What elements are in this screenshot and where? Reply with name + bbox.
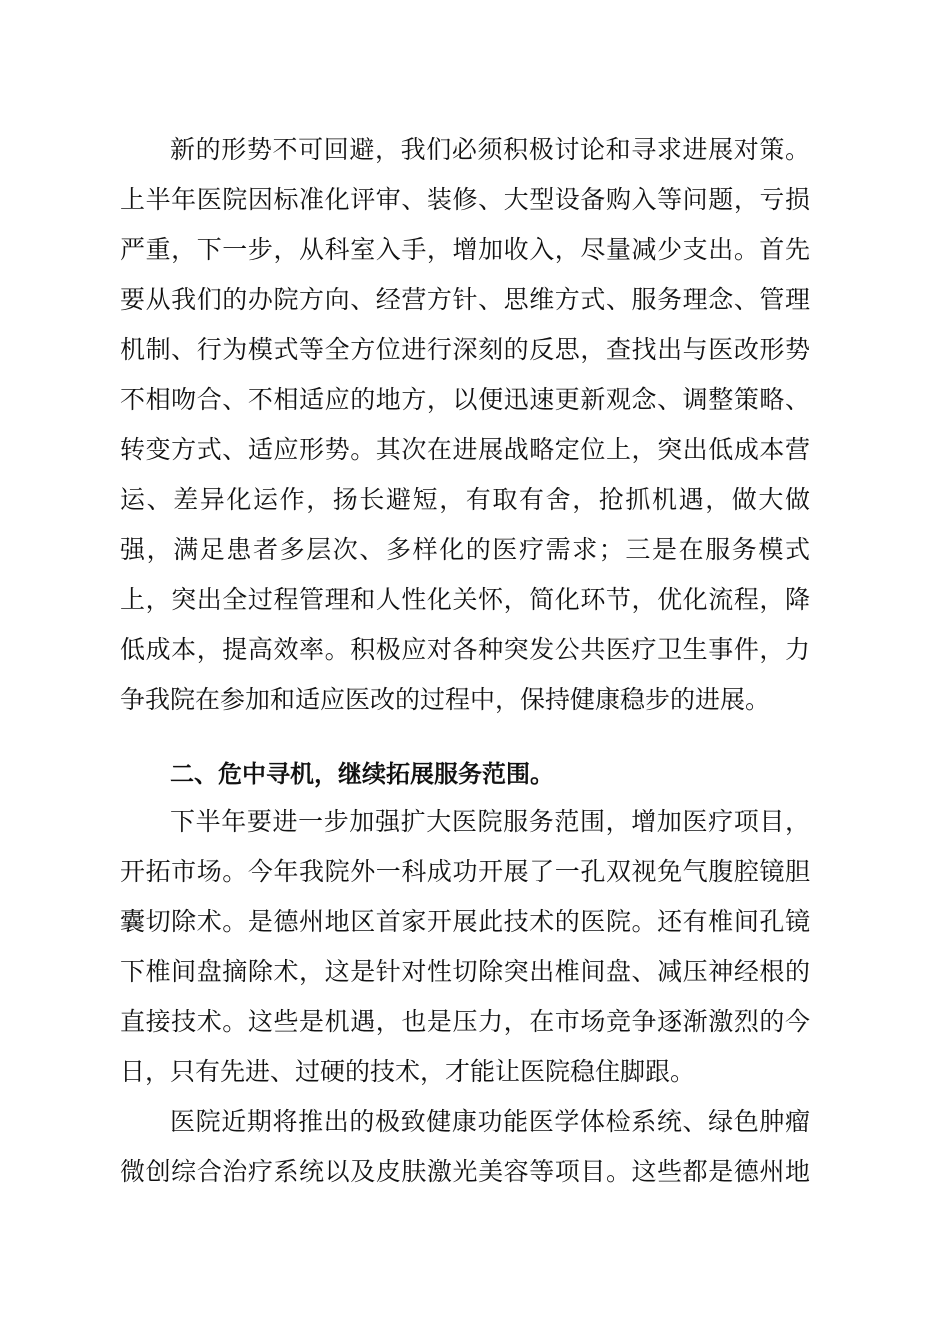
paragraph-line: 转变方式、适应形势。其次在进展战略定位上，突出低成本营 [120,435,810,464]
paragraph-line: 下半年要进一步加强扩大医院服务范围，增加医疗项目， [170,807,810,836]
paragraph-line: 强，满足患者多层次、多样化的医疗需求；三是在服务模式 [120,535,810,564]
paragraph-line: 争我院在参加和适应医改的过程中，保持健康稳步的进展。 [120,685,771,714]
paragraph-line: 上，突出全过程管理和人性化关怀，简化环节，优化流程，降 [120,585,810,614]
paragraph-line: 微创综合治疗系统以及皮肤激光美容等项目。这些都是德州地 [120,1157,810,1186]
section-heading: 二、危中寻机，继续拓展服务范围。 [170,760,554,788]
paragraph-line: 不相吻合、不相适应的地方，以便迅速更新观念、调整策略、 [120,385,810,414]
paragraph-line: 囊切除术。是德州地区首家开展此技术的医院。还有椎间孔镜 [120,907,810,936]
paragraph-line: 医院近期将推出的极致健康功能医学体检系统、绿色肿瘤 [170,1107,810,1136]
paragraph-line: 下椎间盘摘除术，这是针对性切除突出椎间盘、减压神经根的 [120,957,810,986]
paragraph-line: 上半年医院因标准化评审、装修、大型设备购入等问题，亏损 [120,185,810,214]
paragraph-line: 运、差异化运作，扬长避短，有取有舍，抢抓机遇，做大做 [120,485,810,514]
paragraph-line: 开拓市场。今年我院外一科成功开展了一孔双视免气腹腔镜胆 [120,857,810,886]
paragraph-line: 日，只有先进、过硬的技术，才能让医院稳住脚跟。 [120,1057,696,1086]
paragraph-line: 低成本，提高效率。积极应对各种突发公共医疗卫生事件，力 [120,635,810,664]
paragraph-line: 机制、行为模式等全方位进行深刻的反思，查找出与医改形势 [120,335,810,364]
paragraph-line: 要从我们的办院方向、经营方针、思维方式、服务理念、管理 [120,285,810,314]
paragraph-line: 严重，下一步，从科室入手，增加收入，尽量减少支出。首先 [120,235,810,264]
paragraph-line: 新的形势不可回避，我们必须积极讨论和寻求进展对策。 [170,135,810,164]
paragraph-line: 直接技术。这些是机遇，也是压力，在市场竞争逐渐激烈的今 [120,1007,810,1036]
